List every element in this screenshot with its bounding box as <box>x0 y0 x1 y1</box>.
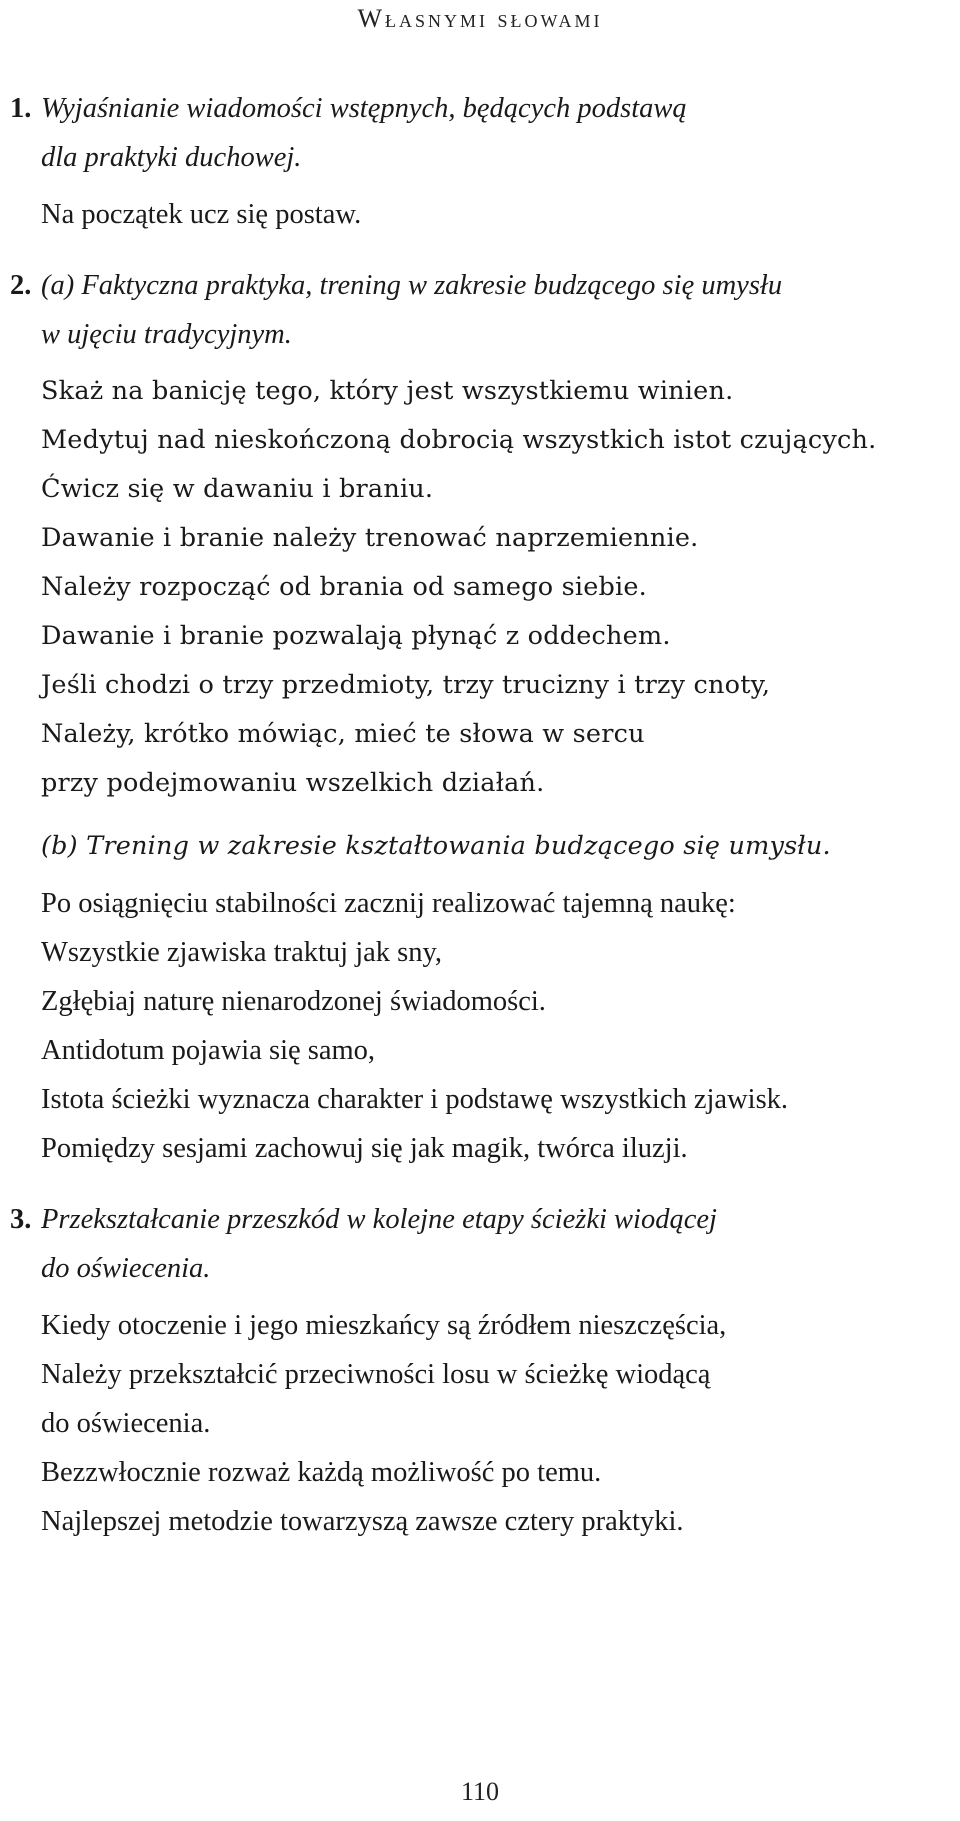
section-heading-line: Wyjaśnianie wiadomości wstępnych, będących podstawą <box>41 93 687 124</box>
verse-line: Dawanie i branie należy trenować naprzemiennie. <box>41 523 699 553</box>
verse-line: Istota ścieżki wyznacza charakter i podstawę wszystkich zjawisk. <box>41 1084 789 1115</box>
verse-line: Należy, krótko mówiąc, mieć te słowa w sercu <box>41 719 645 749</box>
section-heading-line: Przekształcanie przeszkód w kolejne etapy ścieżki wiodącej <box>41 1204 717 1235</box>
page-number: 110 <box>460 1777 500 1806</box>
section-1 <box>10 84 941 239</box>
verse-line: Należy rozpocząć od brania od samego siebie. <box>41 572 647 602</box>
verse-line: przy podejmowaniu wszelkich działań. <box>41 768 545 798</box>
subsection-a <box>41 367 941 871</box>
section-number: 1. <box>10 93 32 124</box>
verse-line: Dawanie i branie pozwalają płynąć z oddechem. <box>41 621 671 651</box>
verse-line: Wszystkie zjawiska traktuj jak sny, <box>41 937 443 968</box>
verse-line: Ćwicz się w dawaniu i braniu. <box>41 474 434 504</box>
verse-line: Zgłębiaj naturę nienarodzonej świadomości. <box>41 986 546 1017</box>
verse-line: Po osiągnięciu stabilności zacznij realizować tajemną naukę: <box>41 888 736 919</box>
page-body <box>10 84 941 1546</box>
verse-line: Pomiędzy sesjami zachowuj się jak magik, twórca iluzji. <box>41 1133 688 1164</box>
verse-line: Skaż na banicję tego, który jest wszystkiemu winien. <box>41 376 734 406</box>
verse-line: Kiedy otoczenie i jego mieszkańcy są źródłem nieszczęścia, <box>41 1310 727 1341</box>
section-number: 3. <box>10 1204 32 1235</box>
section-2 <box>10 261 941 1173</box>
section-heading-line: w ujęciu tradycyjnym. <box>41 319 292 350</box>
verse-line: Należy przekształcić przeciwności losu w ścieżkę wiodącą <box>41 1359 711 1390</box>
verse-line: Antidotum pojawia się samo, <box>41 1035 376 1066</box>
section-heading-line: (a) Faktyczna praktyka, trening w zakresie budzącego się umysłu <box>41 270 783 301</box>
verse-line: Jeśli chodzi o trzy przedmioty, trzy trucizny i trzy cnoty, <box>41 670 771 700</box>
verse-line: Medytuj nad nieskończoną dobrocią wszystkich istot czujących. <box>41 425 877 455</box>
section-heading-line: dla praktyki duchowej. <box>41 142 302 173</box>
verse-line: Bezzwłocznie rozważ każdą możliwość po temu. <box>41 1457 602 1488</box>
running-head: Własnymi słowami <box>357 4 603 33</box>
section-3 <box>10 1195 941 1546</box>
verse-line: Na początek ucz się postaw. <box>41 199 362 230</box>
section-heading-line: do oświecenia. <box>41 1253 211 1284</box>
verse-line: Najlepszej metodzie towarzyszą zawsze cztery praktyki. <box>41 1506 684 1537</box>
section-number: 2. <box>10 270 32 301</box>
subsection-b-heading: (b) Trening w zakresie kształtowania budzącego się umysłu. <box>41 831 831 861</box>
verse-line: do oświecenia. <box>41 1408 211 1439</box>
